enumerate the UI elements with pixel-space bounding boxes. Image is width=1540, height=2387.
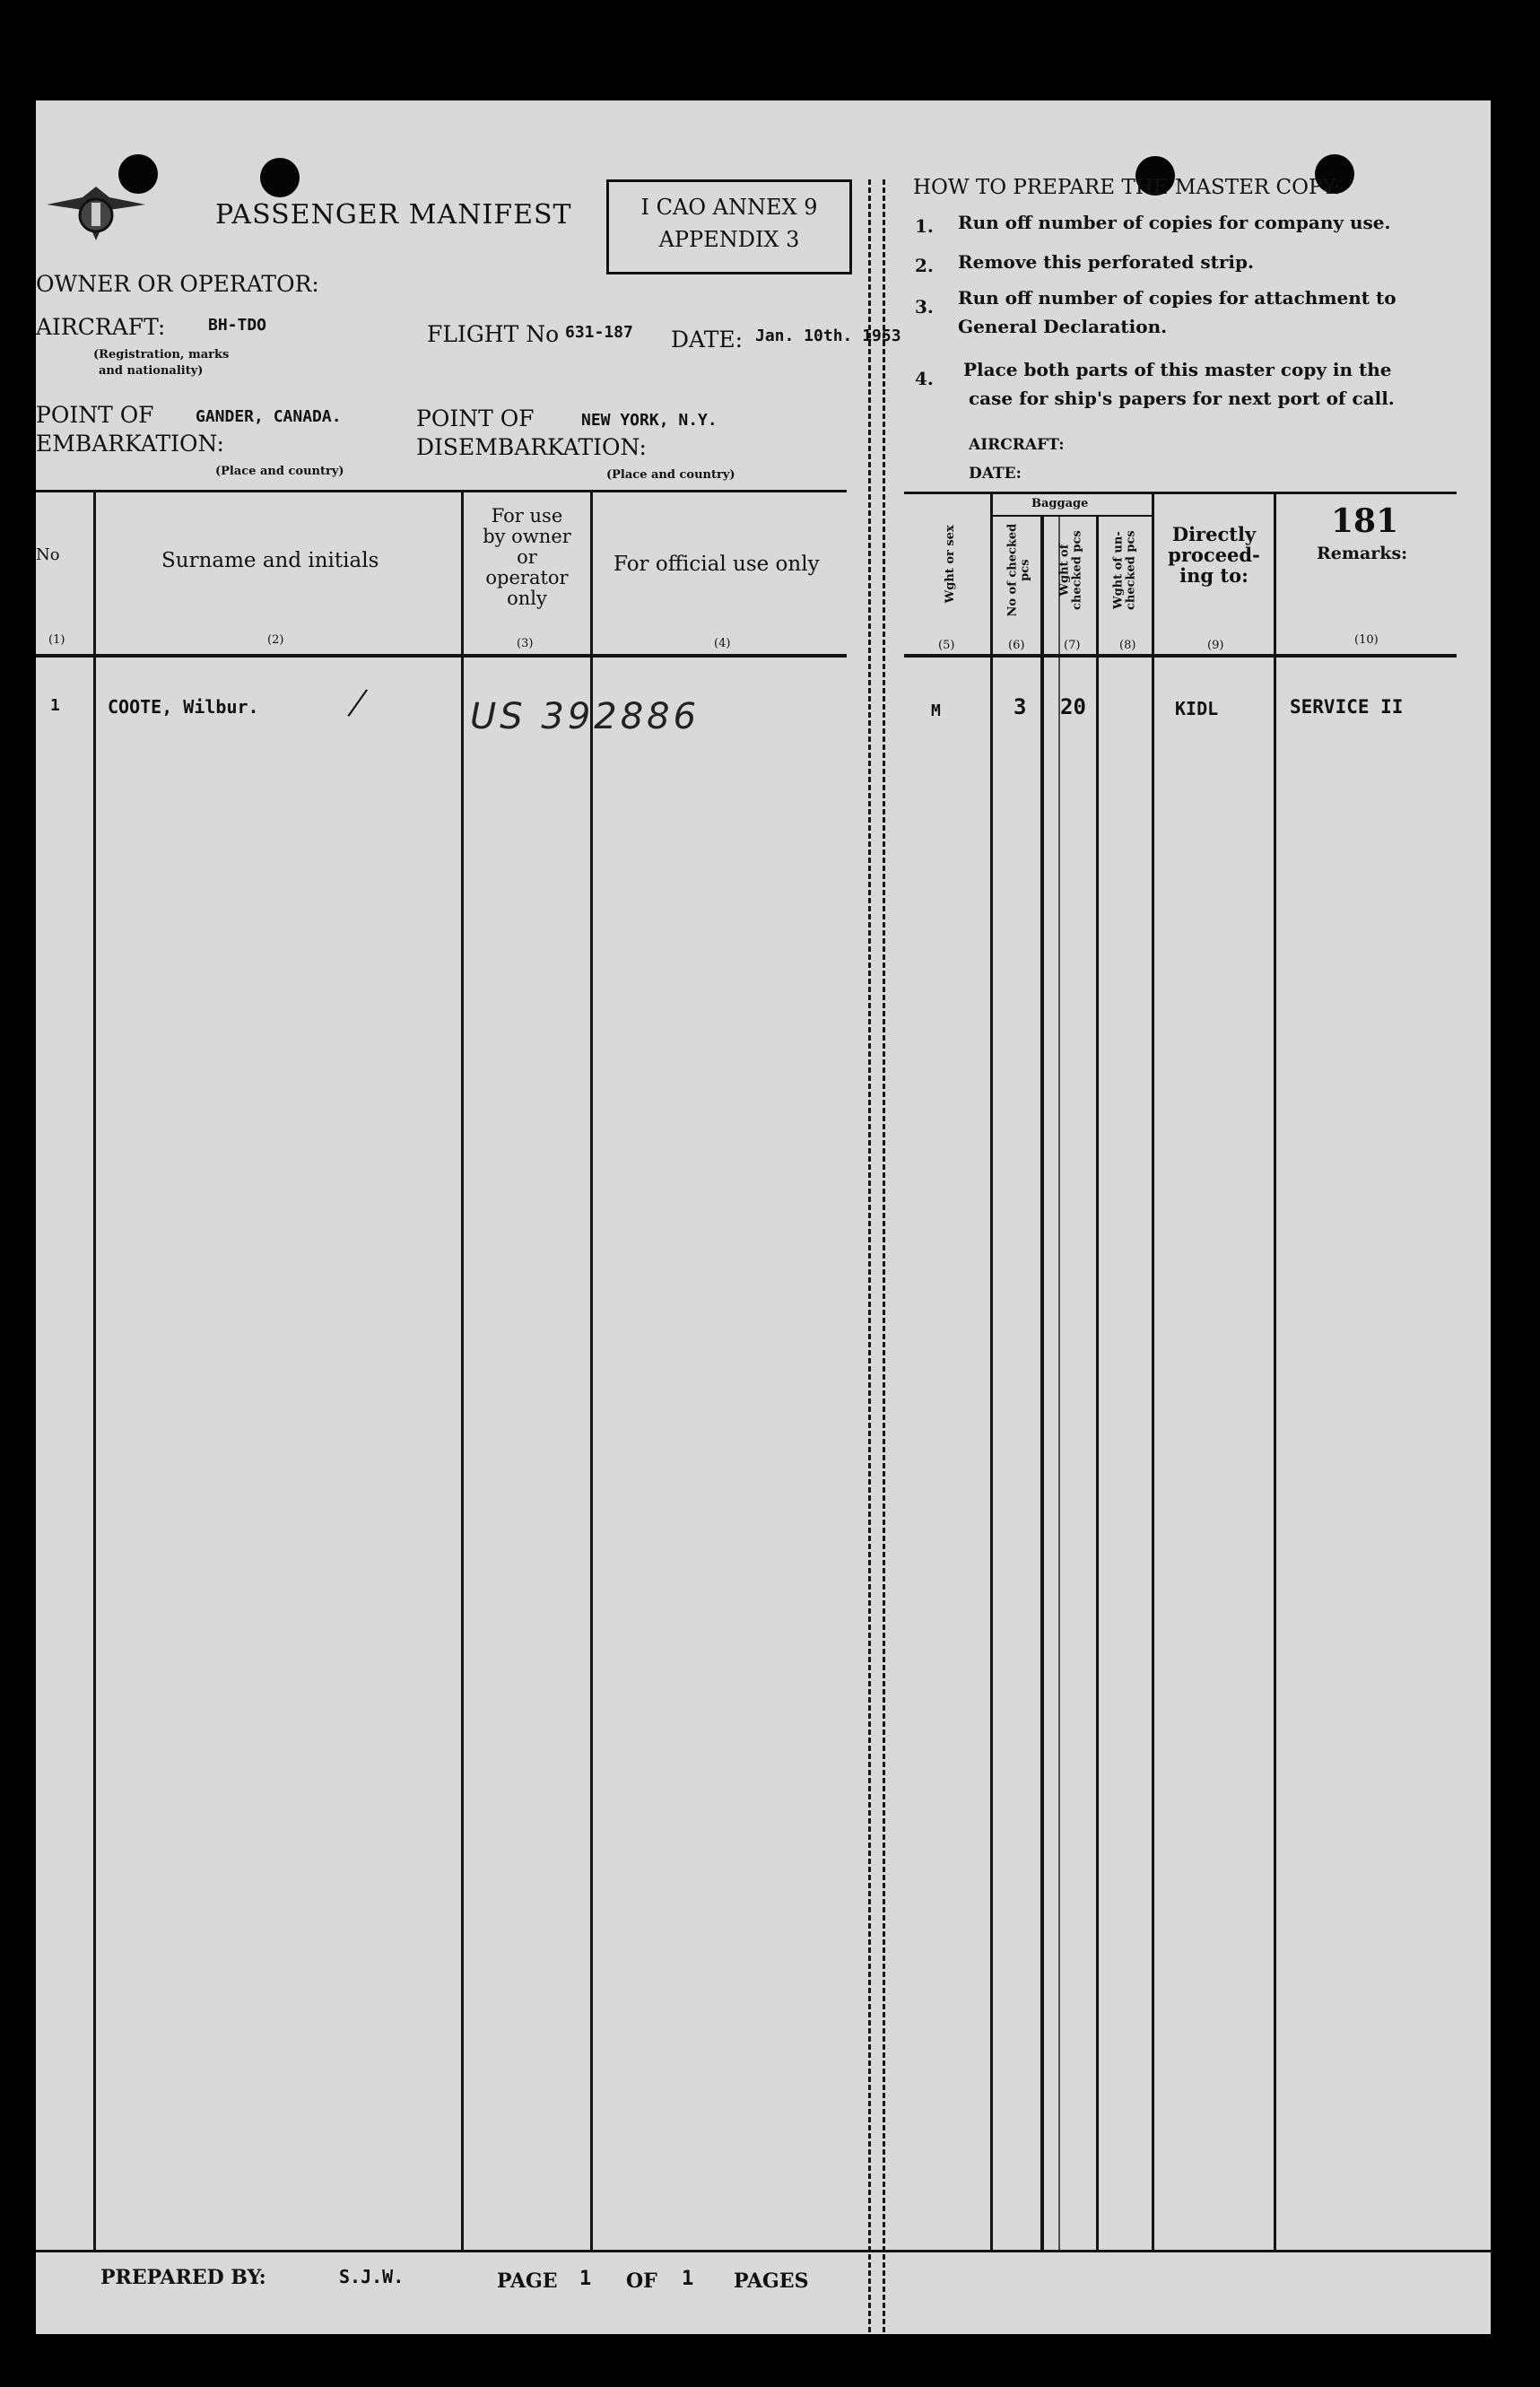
prepared-label: PREPARED BY: <box>100 2266 266 2289</box>
aircraft-label: AIRCRAFT: <box>36 314 166 340</box>
row-no: 1 <box>50 696 60 715</box>
column-divider <box>461 490 464 2250</box>
column-divider <box>1274 492 1276 2250</box>
col-baggage-header: Baggage <box>1031 497 1089 510</box>
row-remarks: SERVICE II <box>1290 696 1404 718</box>
date-label: DATE: <box>671 327 744 353</box>
embark-value: GANDER, CANADA. <box>196 407 342 426</box>
col-proceeding-line: Directly <box>1171 523 1257 545</box>
table-header-line <box>36 654 847 658</box>
aircraft-value: BH-TDO <box>208 316 267 335</box>
row-checked-pcs: 3 <box>1014 694 1027 719</box>
row-checked-wght: 20 <box>1060 694 1086 719</box>
row-proceeding: KIDL <box>1175 698 1219 719</box>
col-proceeding-line: proceed- <box>1168 544 1260 567</box>
col-no-header: No <box>36 545 60 564</box>
instructions-date-label: DATE: <box>969 465 1022 483</box>
embark-label2: EMBARKATION: <box>36 431 224 457</box>
instruction-text: Run off number of copies for attachment to <box>958 287 1396 309</box>
instruction-text: Remove this perforated strip. <box>958 251 1254 273</box>
punch-hole <box>260 158 300 197</box>
embark-label1: POINT OF <box>36 402 154 428</box>
col-official-header: For official use only <box>613 553 820 576</box>
col-remarks-header: Remarks: <box>1317 544 1408 563</box>
page-label: PAGE <box>497 2269 558 2293</box>
disembark-label1: POINT OF <box>416 405 535 431</box>
instruction-text: General Declaration. <box>958 316 1168 337</box>
of-label: OF <box>626 2269 657 2293</box>
flight-label: FLIGHT No <box>427 321 560 347</box>
perforation-line <box>883 179 885 2332</box>
col-owner-use-line: or <box>517 546 537 569</box>
flight-value: 631-187 <box>565 323 633 342</box>
instruction-text: case for ship's papers for next port of call. <box>969 388 1395 409</box>
owner-label: OWNER OR OPERATOR: <box>36 271 319 297</box>
aircraft-sub2: and nationality) <box>99 364 204 378</box>
column-divider <box>93 490 96 2250</box>
column-divider <box>590 490 593 2250</box>
col-wght-checked-header: Wght of checked pcs <box>1057 530 1083 611</box>
date-value: Jan. 10th. 1953 <box>755 327 901 345</box>
col-wght-unchecked-header: Wght of un-checked pcs <box>1111 530 1137 611</box>
instruction-text: Run off number of copies for company use. <box>958 212 1391 233</box>
column-divider <box>1040 517 1044 2250</box>
manifest-paper <box>36 100 1491 2334</box>
column-divider <box>1152 492 1154 2250</box>
col-num: (5) <box>938 639 955 652</box>
col-wght-sex-header: Wght or sex <box>944 525 958 604</box>
col-num: (6) <box>1008 639 1025 652</box>
form-title: PASSENGER MANIFEST <box>215 199 572 231</box>
disembark-label2: DISEMBARKATION: <box>416 434 647 460</box>
icao-box-line1: I CAO ANNEX 9 <box>640 195 818 220</box>
col-owner-use-line: For use <box>491 505 563 527</box>
instruction-text: Place both parts of this master copy in the <box>963 359 1392 380</box>
instruction-num: 1. <box>915 215 934 237</box>
col-num: (3) <box>517 637 534 650</box>
column-divider <box>990 492 993 2250</box>
aircraft-sub1: (Registration, marks <box>93 348 230 362</box>
pages-label: PAGES <box>734 2269 809 2293</box>
row-tick: / <box>344 679 371 725</box>
col-num: (8) <box>1119 639 1136 652</box>
footer-line <box>36 2250 1491 2252</box>
perforation-line <box>868 179 871 2332</box>
instruction-num: 3. <box>915 296 934 318</box>
col-proceeding-header <box>1154 524 1274 586</box>
col-owner-use-header <box>464 506 590 609</box>
col-owner-use-line: only <box>507 588 547 610</box>
col-num: (2) <box>267 633 284 647</box>
table-top-line <box>36 490 847 492</box>
column-divider <box>1096 517 1099 2250</box>
instructions-aircraft-label: AIRCRAFT: <box>969 436 1065 454</box>
disembark-value: NEW YORK, N.Y. <box>581 411 718 430</box>
col-num: (4) <box>714 637 731 650</box>
col-num: (7) <box>1064 639 1081 652</box>
instruction-num: 2. <box>915 255 934 276</box>
col-num: (1) <box>48 633 65 647</box>
column-divider <box>1058 517 1060 2250</box>
table-top-line <box>904 492 1457 494</box>
col-num: (10) <box>1354 633 1379 647</box>
prepared-value: S.J.W. <box>339 2266 405 2287</box>
page-value: 1 <box>579 2268 592 2290</box>
icao-box-line2: APPENDIX 3 <box>658 227 800 252</box>
embark-sub: (Place and country) <box>215 465 344 478</box>
row-sex: M <box>931 701 941 720</box>
col-no-checked-header: No of checked pcs <box>1005 523 1031 617</box>
of-value: 1 <box>682 2268 694 2290</box>
disembark-sub: (Place and country) <box>606 468 735 482</box>
airline-logo-icon <box>47 178 145 249</box>
col-surname-header: Surname and initials <box>161 549 379 572</box>
row-name: COOTE, Wilbur. <box>108 696 259 718</box>
instructions-title: HOW TO PREPARE THE MASTER COPY: <box>913 176 1341 199</box>
col-num: (9) <box>1207 639 1224 652</box>
col-owner-use-line: by owner <box>483 526 571 548</box>
row-owner-use: US 392886 <box>470 696 700 737</box>
page-number-stamp: 181 <box>1331 502 1399 540</box>
icao-box <box>606 179 852 274</box>
instruction-num: 4. <box>915 368 934 389</box>
col-owner-use-line: operator <box>485 567 569 589</box>
col-proceeding-line: ing to: <box>1179 564 1249 588</box>
table-header-line <box>904 654 1457 658</box>
